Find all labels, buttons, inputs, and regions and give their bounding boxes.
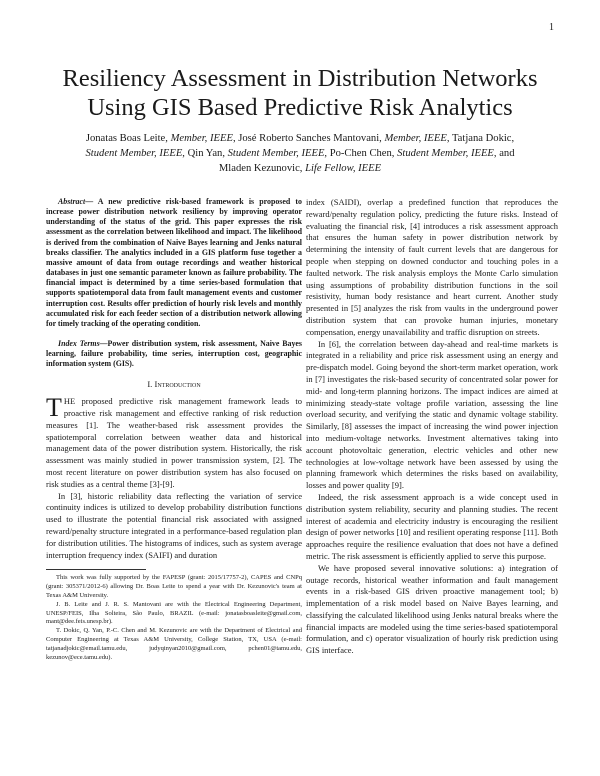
page-number: 1	[549, 22, 554, 33]
left-column	[46, 197, 302, 662]
author-name: , and	[493, 148, 515, 159]
index-terms	[46, 339, 302, 369]
paper-title	[40, 64, 560, 122]
title-line-1: Resiliency Assessment in Distribution Networks	[62, 65, 538, 92]
body-paragraph: We have proposed several innovative solutions: a) integration of outage records, historical weather information and fault management events in a risk-based GIS driven proactive management tool; b) implementation of a risk model based on Naive Bayes learning, and classifying the calculated likelihood using Jenks natural breaks where the financial impacts are modeled using the time series-based spatiotemporal formulation, and c) operator visualization of hourly risk prediction using GIS interface.	[306, 562, 558, 656]
footnote-funding: This work was fully supported by the FAPESP (grant: 2015/17757-2), CAPES and CNPq (grant: 305371/2012-6) allowing Dr. Boas Leite to spend a year with Dr. Kezunovic's team at Texas A&M University.	[46, 574, 302, 600]
footnote-rule	[46, 569, 146, 570]
abstract-lead: Abstract	[58, 197, 86, 206]
body-paragraph: In [6], the correlation between day-ahead and real-time markets is integrated in a reliability and price risk assessment using an energy and pre-dispatch model. Going beyond the short-term market operation, work in [7] investigates the risk-based security of concentrated solar power for mid- and long-term planning horizons. The impact indices are aimed at minimizing steady-state voltage profile variation, assessing the line overload security, and verifying the static and dynamic voltage stability. Similarly, [8] assesses the impact of increasing the wind power injection into medium-voltage networks. Investment alternatives taking into account photovoltaic generation, electric vehicles and other new technologies at low-voltage network have been assessed by using the planning framework which determines the risks based on availability, losses and power quality [9].	[306, 338, 558, 491]
author-role: Student Member, IEEE	[85, 148, 183, 159]
author-name: Jonatas Boas Leite,	[85, 133, 171, 144]
author-name: Mladen Kezunovic,	[218, 163, 306, 174]
author-list	[70, 131, 530, 176]
intro-paragraph-2: In [3], historic reliability data reflecting the variation of service continuity indices is utilized to develop probability distribution functions used to illustrate the potential financial risk associated with assigned reward/penalty structure integrated in a performance-based regulation plan for distribution utilities. The histograms of indices, such as system average interruption frequency index (SAIFI) and duration	[46, 490, 302, 560]
right-column	[306, 197, 558, 657]
author-name: , Qin Yan,	[182, 148, 228, 159]
author-role: Member, IEEE	[170, 133, 233, 144]
section-name: Introduction	[154, 378, 201, 389]
author-role: Student Member, IEEE	[397, 148, 494, 159]
author-role: Member, IEEE	[384, 133, 447, 144]
abstract-text: — A new predictive risk-based framework is proposed to increase power distribution network resiliency by improving operator understanding of the status of the grid. This paper expresses the risk assessment as the correlation between likelihood and impact. The likelihood is derived from the combination of Naive Bayes learning and Jenks natural breaks classifier. The analytics included in a GIS platform fuse together a massive amount of data from outage recordings and weather historical databases in just one semantic parameter known as failure probability. The financial impact is determined by a time series-based formulation that supports spatiotemporal data from fault management events and customer interruption cost. Results offer prediction of hourly risk levels and monthly accumulated risk for each feeder section of a distribution network allowing for timely tracking of the operating condition.	[46, 197, 302, 328]
author-name: , José Roberto Sanches Mantovani,	[232, 133, 385, 144]
footnote-affiliation-2: T. Dokic, Q. Yan, P.-C. Chen and M. Kezunovic are with the Department of Electrical and Computer Engineering at Texas A&M University, College Station, TX, USA (e-mail: tatjanadjokic@email.tamu.edu, judyqinyan2010@gmail.com, pchen01@tamu.edu, kezunov@ece.tamu.edu).	[46, 627, 302, 661]
index-terms-text: —Power distribution system, risk assessment, Naive Bayes learning, failure probability, time series, interruption cost, geographic information system (GIS).	[46, 339, 302, 369]
index-terms-lead: Index Terms	[58, 339, 100, 349]
author-role: Student Member, IEEE	[227, 148, 325, 159]
author-role: Life Fellow, IEEE	[305, 163, 382, 174]
drop-cap: T	[46, 393, 62, 423]
intro-text-1: HE proposed predictive risk management framework leads to proactive risk management and effective ranking of risk reduction measures [1]. The weather-based risk assessment provides the spatiotemporal correlation between weather data and historical management data of the power distribution system. Historically, the risk assessment was mainly studied in power transmission system, [2]. The most recent literature on power distribution system has also focused on risk studies as a central theme [3]-[9].	[46, 396, 302, 489]
section-number: I.	[147, 378, 155, 389]
author-name: , Tatjana Dokic,	[446, 133, 515, 144]
intro-paragraph-1	[46, 393, 302, 490]
body-paragraph: Indeed, the risk assessment approach is a wide concept used in distribution system reliability, security and planning studies. The recent interest of academia and electricity industry is encouraging the resilient design of power networks [10] and resilient operating response [11]. Both approaches require the resilience evaluation that does not have a defined metric. The risk assessment is efficiently applied to serve this purpose.	[306, 491, 558, 561]
author-name: , Po-Chen Chen,	[324, 148, 398, 159]
abstract	[46, 197, 302, 329]
section-heading	[46, 379, 302, 391]
body-paragraph-continued: index (SAIDI), overlap a predefined function that reproduces the reward/penalty regulation policy, predicting the future risks. Instead of evaluating the financial risk, [4] introduces a risk assessment approach that ensures the human safety in power distribution network by determining the intensity of fault current levels that are dangerous for people when stepping on downed conductor and touching poles in a faulted network. The risk analysis employs the Monte Carlo simulation using assumptions of probability distribution functions in the soil resistivity, human body resistance and heart current. Another study presented in [5] analyzes the risk from vaults in the underground power distribution system that can provoke human injuries, monetary compensation, energy unavailability and traffic disruption on streets.	[306, 197, 558, 337]
footnote-affiliation-1: J. B. Leite and J. R. S. Mantovani are with the Electrical Engineering Department, UNESP/FEIS, Ilha Solteira, São Paulo, BRAZIL (e-mail: jonatasboasleite@gmail.com, mant@dee.feis.unesp.br).	[46, 600, 302, 626]
title-line-2: Using GIS Based Predictive Risk Analytics	[87, 94, 513, 121]
